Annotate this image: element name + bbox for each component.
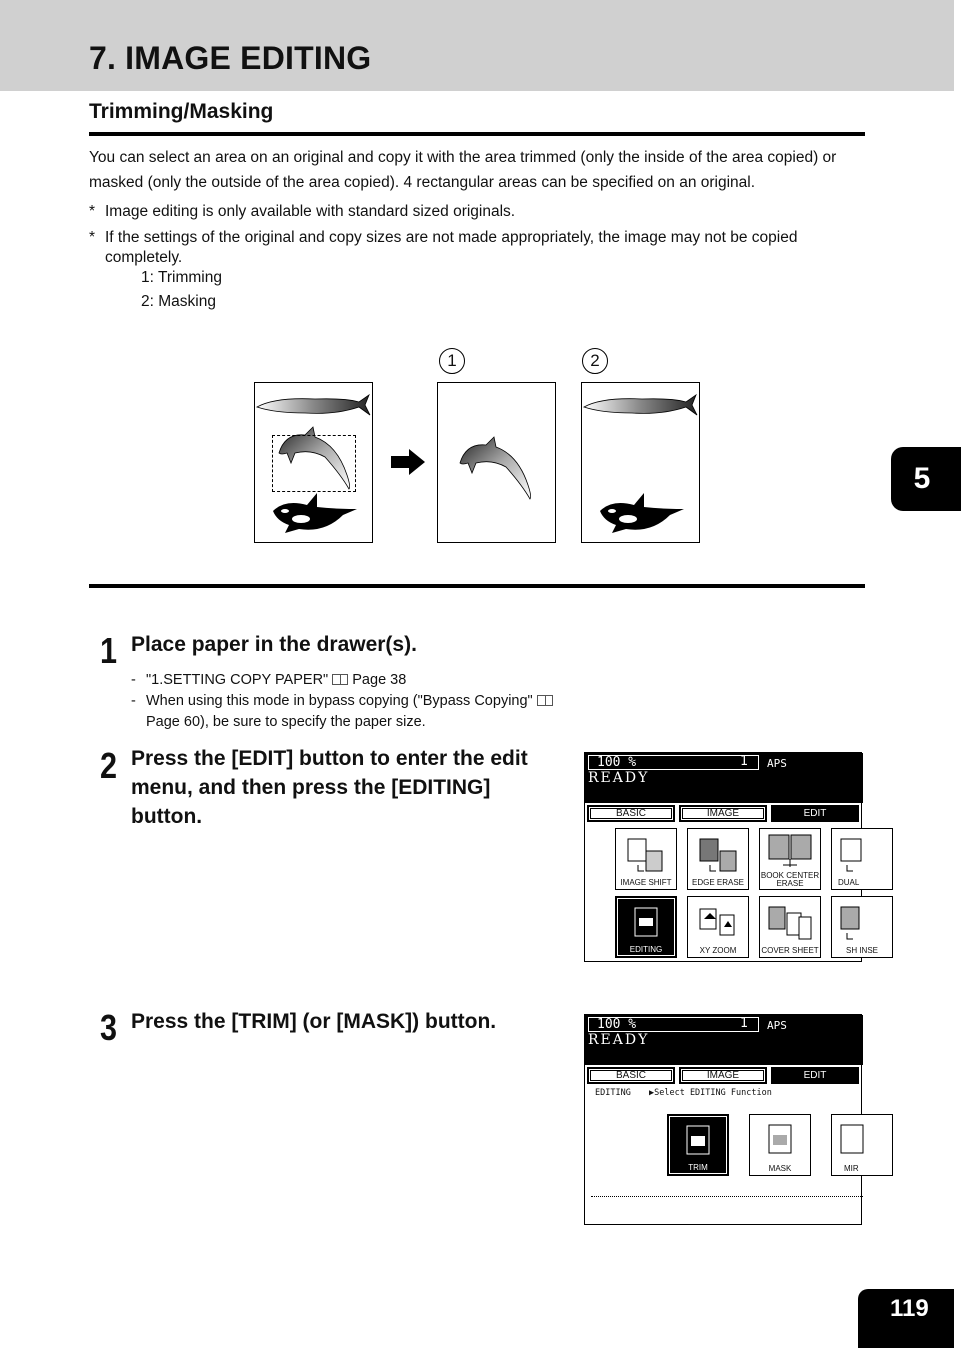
cover-sheet-button[interactable] (759, 896, 821, 958)
sheet-insertion-icon (837, 905, 867, 945)
masked-page (581, 382, 700, 543)
legend-trimming: 1: Trimming (141, 269, 222, 286)
masked-page-drawing (582, 383, 701, 544)
right-arrow-icon (389, 448, 427, 476)
paper-mode: APS (767, 757, 787, 770)
tile-label: XY ZOOM (699, 946, 737, 955)
section-title: Trimming/Masking (89, 100, 274, 123)
sub-page-ref: Page 60), be sure to specify the paper size. (146, 714, 426, 730)
tile-label: BOOK CENTER ERASE (760, 871, 820, 888)
step-3-title: Press the [TRIM] (or [MASK]) button. (131, 1010, 497, 1033)
zoom-readout: 100 % (588, 1017, 759, 1032)
paper-mode: APS (767, 1019, 787, 1032)
book-icon (332, 674, 348, 685)
tile-label: COVER SHEET (761, 946, 819, 955)
tile-label: SH INSE (846, 946, 879, 955)
screen-status-bar (585, 753, 863, 803)
step-2-number: 2 (100, 745, 118, 786)
image-shift-button[interactable] (615, 828, 677, 890)
sub-text: When using this mode in bypass copying ("Bypass Copying" (146, 693, 533, 709)
tile-label: TRIM (688, 1163, 708, 1172)
trimmed-page-drawing (438, 383, 557, 544)
page-number: 119 (858, 1289, 954, 1348)
xy-zoom-icon (696, 905, 740, 945)
step-3-number: 3 (100, 1007, 118, 1048)
tab-image[interactable]: IMAGE (679, 1067, 767, 1084)
book-center-erase-icon (765, 833, 815, 869)
screen-tabs (585, 803, 863, 825)
orca-icon (600, 493, 684, 533)
section-rule (89, 584, 865, 588)
sub-marker: - (131, 693, 136, 709)
trimmed-page (437, 382, 556, 543)
note-marker: * (89, 229, 96, 246)
status-text: READY (588, 1032, 650, 1048)
dual-page-icon (837, 837, 867, 877)
editing-button[interactable] (615, 896, 677, 958)
whale-icon (584, 395, 697, 415)
screen-status-bar (585, 1015, 863, 1065)
legend-masking: 2: Masking (141, 293, 216, 310)
tile-label: MIR (844, 1164, 859, 1173)
tile-label: DUAL (838, 878, 860, 887)
note-text: If the settings of the original and copy sizes are not made appropriately, the image may not be copied completely. (105, 229, 798, 266)
note-marker: * (89, 203, 96, 220)
screen-tabs (585, 1065, 863, 1087)
tab-edit[interactable]: EDIT (771, 1067, 859, 1084)
control-panel-screen-editing (584, 1014, 862, 1225)
book-icon (537, 695, 553, 706)
note-text: Image editing is only available with standard sized originals. (105, 203, 516, 220)
tile-label: EDGE ERASE (691, 878, 744, 887)
mirror-button[interactable] (831, 1114, 893, 1176)
dual-page-button[interactable] (831, 828, 893, 890)
note-1 (89, 202, 869, 222)
top-rule (89, 132, 865, 136)
book-center-erase-button[interactable] (759, 828, 821, 890)
image-shift-icon (624, 837, 668, 877)
screen-breadcrumb: EDITING (595, 1088, 631, 1098)
status-text: READY (588, 770, 650, 786)
trim-button[interactable] (667, 1114, 729, 1176)
step-1-sub-2 (131, 691, 571, 733)
sheet-insertion-button[interactable] (831, 896, 893, 958)
editing-icon (629, 906, 663, 942)
dotted-divider (591, 1196, 863, 1197)
tab-edit[interactable]: EDIT (771, 805, 859, 822)
note-2 (89, 228, 869, 268)
edge-erase-button[interactable] (687, 828, 749, 890)
tab-basic[interactable]: BASIC (587, 1067, 675, 1084)
whale-icon (257, 395, 370, 415)
intro-paragraph: You can select an area on an original and copy it with the area trimmed (only the inside of the area copied) or masked (only the outside of the area copied). 4 rectangular areas can be specified on an original. (89, 149, 837, 191)
sub-page-ref: Page 38 (352, 672, 407, 688)
marker-2: 2 (582, 348, 608, 374)
step-2-title: Press the [EDIT] button to enter the edit menu, and then press the [EDITING] button. (131, 747, 528, 828)
step-1-number: 1 (100, 630, 118, 671)
dolphin-icon (460, 437, 531, 499)
tile-label: MASK (768, 1164, 792, 1173)
mask-button[interactable] (749, 1114, 811, 1176)
xy-zoom-button[interactable] (687, 896, 749, 958)
tile-label: EDITING (629, 945, 663, 954)
orca-icon (273, 493, 357, 533)
marker-1: 1 (439, 348, 465, 374)
chapter-side-tab: 5 (891, 447, 961, 511)
copy-count: 1 (740, 754, 748, 769)
edge-erase-icon (696, 837, 740, 877)
sub-marker: - (131, 672, 136, 688)
mirror-icon (837, 1123, 867, 1159)
cover-sheet-icon (765, 905, 815, 945)
trim-icon (681, 1124, 715, 1160)
mask-icon (763, 1123, 797, 1159)
step-1-sub-1 (131, 670, 571, 691)
tab-image[interactable]: IMAGE (679, 805, 767, 822)
chapter-title: 7. IMAGE EDITING (89, 40, 372, 76)
selection-area (272, 435, 356, 492)
tab-basic[interactable]: BASIC (587, 805, 675, 822)
step-1-title: Place paper in the drawer(s). (131, 633, 417, 656)
zoom-readout: 100 % (588, 755, 759, 770)
control-panel-screen-edit (584, 752, 879, 962)
tile-label: IMAGE SHIFT (620, 878, 672, 887)
screen-prompt: ▶Select EDITING Function (649, 1088, 772, 1098)
copy-count: 1 (740, 1016, 748, 1031)
sub-text: "1.SETTING COPY PAPER" (146, 672, 329, 688)
original-page (254, 382, 373, 543)
